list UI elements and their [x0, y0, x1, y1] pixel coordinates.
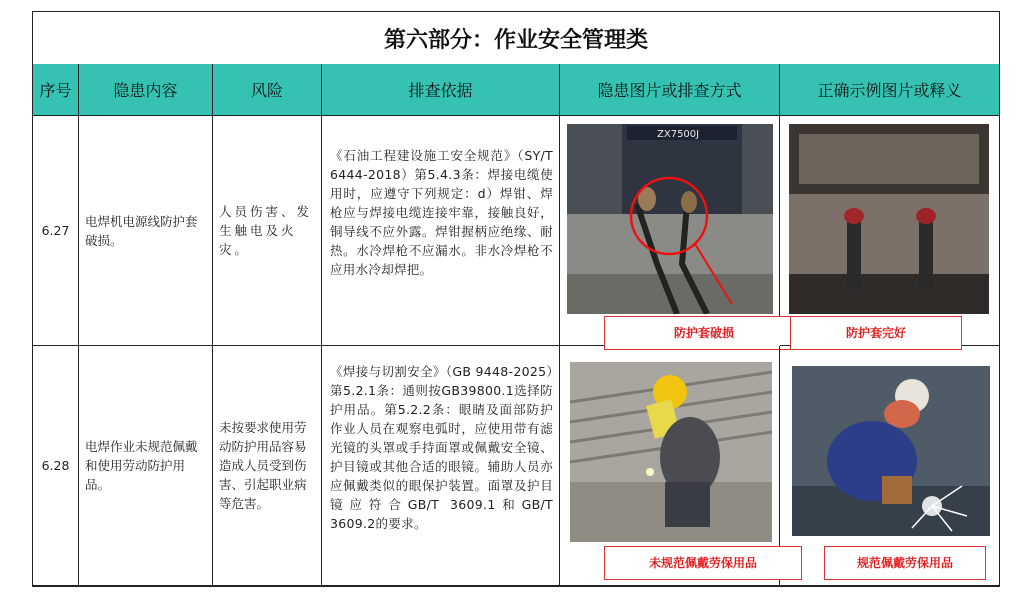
risk-text: 人员伤害、发生触电及火灾。: [219, 204, 313, 257]
header-risk: 风险: [213, 64, 322, 116]
risk-content: [213, 346, 322, 586]
header-basis: 排查依据: [322, 64, 560, 116]
hazard-caption: 防护套破损: [604, 316, 804, 350]
hazard-table: [32, 11, 1000, 587]
hazard-text: 电焊作业未规范佩戴和使用劳动防护用品。: [85, 439, 198, 492]
welder-with-ppe-image: [792, 366, 990, 536]
header-no: 序号: [33, 64, 79, 116]
welding-machine-damaged-cable-image: [567, 124, 773, 314]
header-hazard-image: 隐患图片或排查方式: [560, 64, 780, 116]
correct-image-cell: [780, 116, 999, 346]
correct-caption: 防护套完好: [790, 316, 962, 350]
row-no: 6.28: [33, 346, 79, 586]
correct-caption: 规范佩戴劳保用品: [824, 546, 986, 580]
correct-image-cell: [780, 346, 999, 586]
hazard-image-cell: [560, 346, 780, 586]
hazard-photo: [567, 124, 773, 314]
welding-cable-intact-image: [789, 124, 989, 314]
risk-content: [213, 116, 322, 346]
risk-text: 未按要求使用劳动防护用品容易造成人员受到伤害、引起职业病等危害。: [219, 420, 307, 511]
row-no: 6.27: [33, 116, 79, 346]
hazard-content: [79, 116, 213, 346]
hazard-content: [79, 346, 213, 586]
header-hazard: 隐患内容: [79, 64, 213, 116]
hazard-photo: [570, 362, 772, 542]
hazard-text: 电焊机电源线防护套破损。: [85, 213, 198, 248]
correct-photo: [792, 366, 990, 536]
page-title: 第六部分：作业安全管理类: [33, 12, 999, 65]
welder-without-ppe-image: [570, 362, 772, 542]
header-correct-image: 正确示例图片或释义: [780, 64, 999, 116]
basis-content: 《石油工程建设施工安全规范》（SY/T 6444-2018）第5.4.3条：焊接电缆使用时，应遵守下列规定：d）焊钳、焊枪应与焊接电缆连接牢靠，接触良好，铜导线不应外露。焊钳握柄应绝缘、耐热。水冷焊枪不应漏水。非水冷焊枪不应用水冷却焊把。: [322, 116, 560, 346]
hazard-caption: 未规范佩戴劳保用品: [604, 546, 802, 580]
hazard-image-cell: [560, 116, 780, 346]
machine-model-label: ZX7500J: [657, 129, 700, 140]
correct-photo: [789, 124, 989, 314]
basis-content: 《焊接与切割安全》（GB 9448-2025）第5.2.1条：通则按GB39800.1选择防护用品。第5.2.2条：眼睛及面部防护作业人员在观察电弧时，应使用带有滤光镜的头罩或手持面罩或佩戴安全镜、护目镜或其他合适的眼镜。辅助人员亦应佩戴类似的眼保护装置。面罩及护目镜应符合GB/T 3609.1和GB/T 3609.2的要求。: [322, 346, 560, 586]
